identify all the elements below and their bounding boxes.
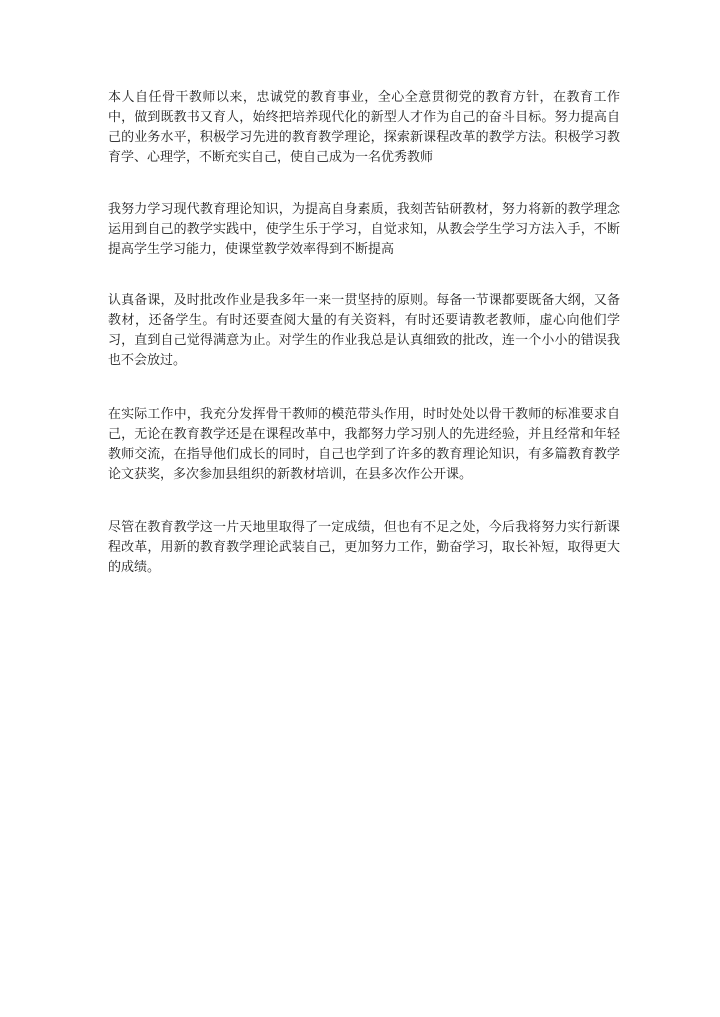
paragraph-4: 在实际工作中，我充分发挥骨干教师的模范带头作用，时时处处以骨干教师的标准要求自己，无论在教育教学还是在课程改革中，我都努力学习别人的先进经验，并且经常和年轻教师交流，在指导他们成长的同时，自己也学到了许多的教育理论知识，有多篇教育教学论文获奖，多次参加县组织的新教材培训，在县多次作公开课。 <box>108 407 620 482</box>
paragraph-2: 我努力学习现代教育理论知识，为提高自身素质，我刻苦钻研教材，努力将新的教学理念运用到自己的教学实践中，使学生乐于学习，自觉求知，从教会学生学习方法入手，不断提高学生学习能力，使课堂教学效率得到不断提高 <box>108 202 620 257</box>
paragraph-5: 尽管在教育教学这一片天地里取得了一定成绩，但也有不足之处，今后我将努力实行新课程改革，用新的教育教学理论武装自己，更加努力工作，勤奋学习，取长补短，取得更大的成绩。 <box>108 520 620 575</box>
paragraph-3: 认真备课，及时批改作业是我多年一来一贯坚持的原则。每备一节课都要既备大纲，又备教材，还备学生。有时还要查阅大量的有关资料，有时还要请教老教师，虚心向他们学习，直到自己觉得满意为止。对学生的作业我总是认真细致的批改，连一个小小的错误我也不会放过。 <box>108 293 620 368</box>
paragraph-1: 本人自任骨干教师以来，忠诚党的教育事业，全心全意贯彻党的教育方针，在教育工作中，做到既教书又育人，始终把培养现代化的新型人才作为自己的奋斗目标。努力提高自己的业务水平，积极学习先进的教育教学理论，探索新课程改革的教学方法。积极学习教育学、心理学，不断充实自己，使自己成为一名优秀教师 <box>108 90 620 165</box>
